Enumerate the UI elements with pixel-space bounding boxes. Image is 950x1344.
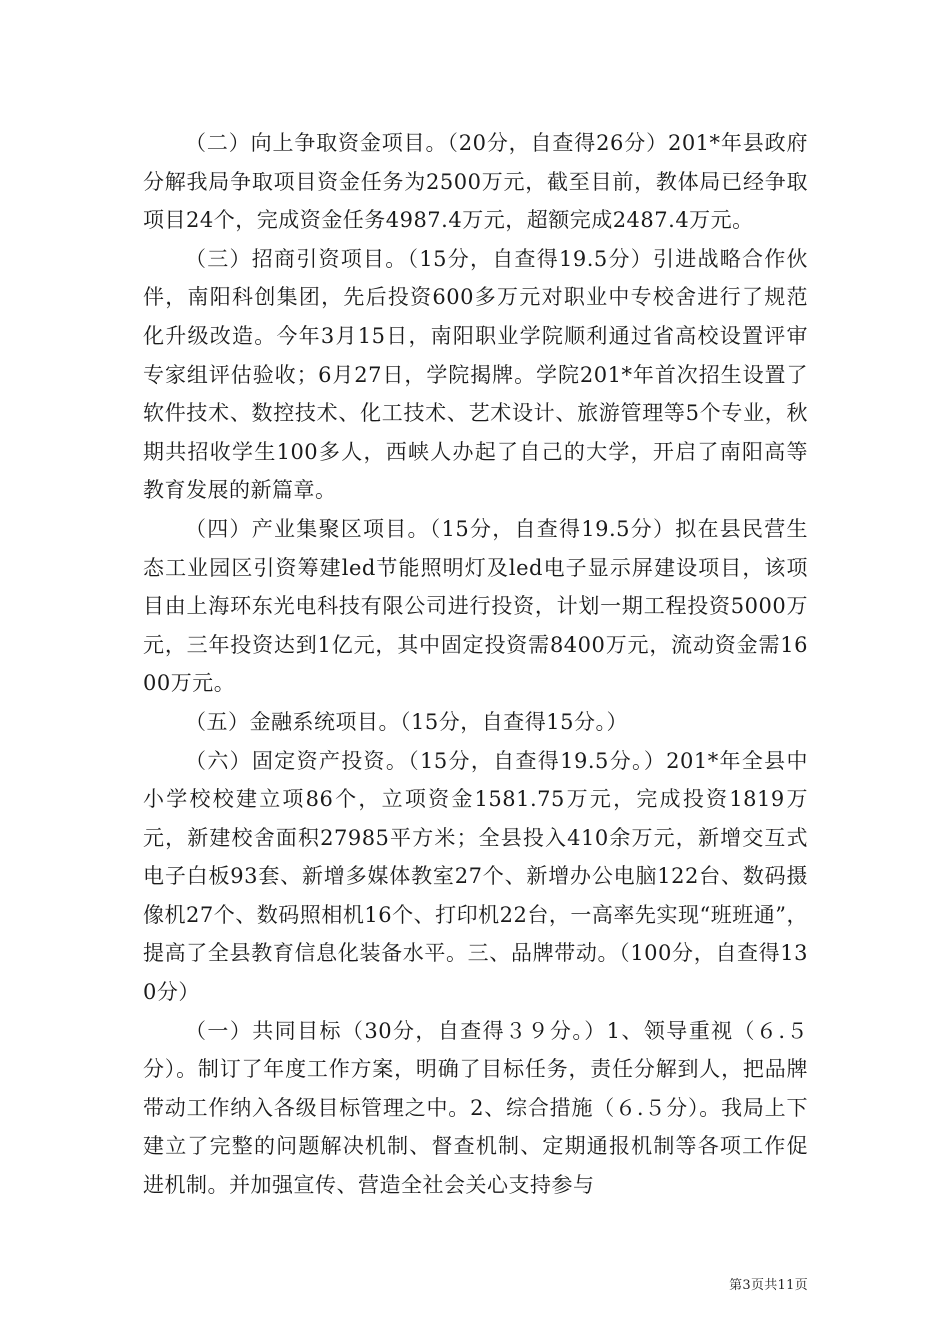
- paragraph-investment-attraction: （三）招商引资项目。（15分，自查得19.5分）引进战略合作伙伴，南阳科创集团，先后投资600多万元对职业中专校舍进行了规范化升级改造。今年3月15日，南阳职业学院顺利通过省高校设置评审专家组评估验收；6月27日，学院揭牌。学院201*年首次招生设置了软件技术、数控技术、化工技术、艺术设计、旅游管理等5个专业，秋期共招收学生100多人，西峡人办起了自己的大学，开启了南阳高等教育发展的新篇章。: [143, 246, 808, 503]
- document-body: [143, 124, 808, 1205]
- paragraph-financial-system: （五）金融系统项目。（15分，自查得15分。）: [185, 709, 628, 734]
- page-number: 第3页共11页: [729, 1278, 808, 1293]
- paragraph-common-goals: （一）共同目标（30分，自查得３９分。）1、领导重视（６.５分）。制订了年度工作方案，明确了目标任务，责任分解到人，把品牌带动工作纳入各级目标管理之中。2、综合措施（６.５分）。我局上下建立了完整的问题解决机制、督查机制、定期通报机制等各项工作促进机制。并加强宣传、营造全社会关心支持参与: [143, 1018, 808, 1198]
- paragraph-fundraising-projects: （二）向上争取资金项目。（20分，自查得26分）201*年县政府分解我局争取项目资金任务为2500万元，截至目前，教体局已经争取项目24个，完成资金任务4987.4万元，超额完成2487.4万元。: [143, 131, 808, 233]
- paragraph-industrial-cluster: （四）产业集聚区项目。（15分，自查得19.5分）拟在县民营生态工业园区引资筹建led节能照明灯及led电子显示屏建设项目，该项目由上海环东光电科技有限公司进行投资，计划一期工程投资5000万元，三年投资达到1亿元，其中固定投资需8400万元，流动资金需1600万元。: [143, 516, 808, 696]
- paragraph-fixed-asset-investment: （六）固定资产投资。（15分，自查得19.5分。）201*年全县中小学校校建立项86个，立项资金1581.75万元，完成投资1819万元，新建校舍面积27985平方米；全县投入410余万元，新增交互式电子白板93套、新增多媒体教室27个、新增办公电脑122台、数码摄像机27个、数码照相机16个、打印机22台，一高率先实现“班班通”，提高了全县教育信息化装备水平。三、品牌带动。（100分，自查得130分）: [143, 748, 808, 1005]
